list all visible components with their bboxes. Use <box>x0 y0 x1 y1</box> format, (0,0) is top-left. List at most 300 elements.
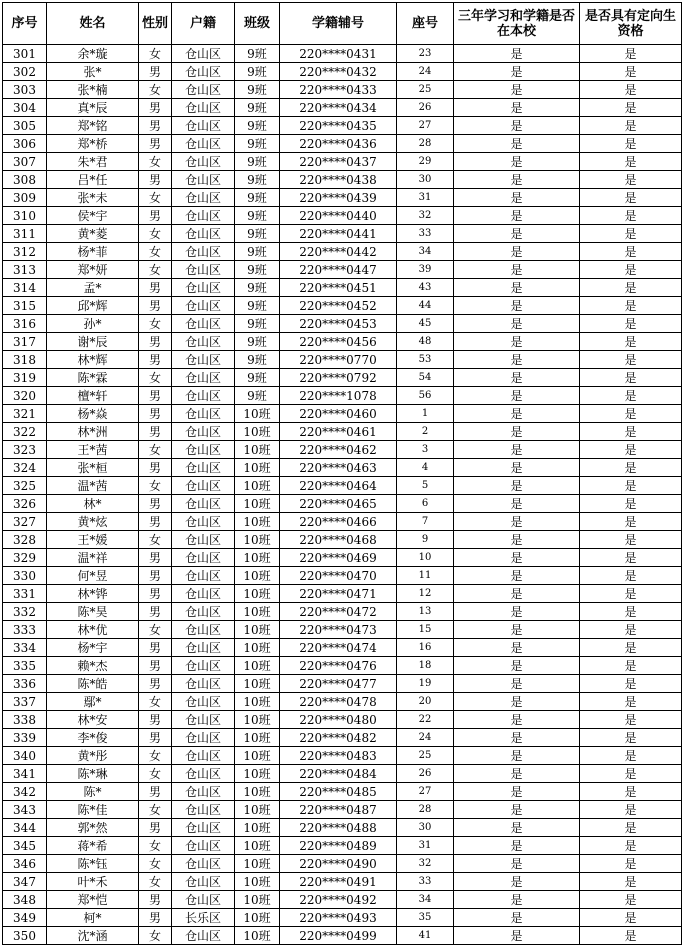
cell-qualified: 是 <box>580 405 682 423</box>
cell-index: 340 <box>3 747 47 765</box>
cell-qualified: 是 <box>580 585 682 603</box>
table-row <box>3 117 682 135</box>
cell-class: 10班 <box>235 693 280 711</box>
header-student-id: 学籍辅号 <box>280 3 397 45</box>
cell-seat: 1 <box>397 405 454 423</box>
cell-qualified: 是 <box>580 441 682 459</box>
header-index: 序号 <box>3 3 47 45</box>
cell-index: 311 <box>3 225 47 243</box>
cell-enrolled: 是 <box>454 801 580 819</box>
cell-class: 9班 <box>235 153 280 171</box>
cell-seat: 25 <box>397 747 454 765</box>
cell-household: 仓山区 <box>172 81 235 99</box>
cell-seat: 24 <box>397 729 454 747</box>
cell-student-id: 220****0487 <box>280 801 397 819</box>
cell-student-id: 220****0465 <box>280 495 397 513</box>
cell-qualified: 是 <box>580 279 682 297</box>
cell-name: 黄*菱 <box>47 225 139 243</box>
cell-index: 333 <box>3 621 47 639</box>
cell-student-id: 220****0464 <box>280 477 397 495</box>
cell-class: 10班 <box>235 801 280 819</box>
cell-student-id: 220****0473 <box>280 621 397 639</box>
table-row <box>3 171 682 189</box>
cell-gender: 女 <box>139 81 172 99</box>
cell-qualified: 是 <box>580 531 682 549</box>
cell-household: 仓山区 <box>172 171 235 189</box>
cell-seat: 23 <box>397 45 454 63</box>
cell-gender: 男 <box>139 351 172 369</box>
cell-gender: 女 <box>139 531 172 549</box>
cell-class: 10班 <box>235 477 280 495</box>
cell-household: 仓山区 <box>172 153 235 171</box>
table-row <box>3 225 682 243</box>
cell-enrolled: 是 <box>454 261 580 279</box>
cell-household: 仓山区 <box>172 783 235 801</box>
cell-household: 长乐区 <box>172 909 235 927</box>
cell-student-id: 220****0469 <box>280 549 397 567</box>
cell-qualified: 是 <box>580 657 682 675</box>
cell-student-id: 220****0440 <box>280 207 397 225</box>
cell-class: 9班 <box>235 333 280 351</box>
cell-gender: 男 <box>139 891 172 909</box>
cell-index: 310 <box>3 207 47 225</box>
header-qualified: 是否具有定向生资格 <box>580 3 682 45</box>
cell-index: 322 <box>3 423 47 441</box>
cell-student-id: 220****0491 <box>280 873 397 891</box>
cell-seat: 24 <box>397 63 454 81</box>
cell-index: 331 <box>3 585 47 603</box>
cell-index: 317 <box>3 333 47 351</box>
cell-household: 仓山区 <box>172 693 235 711</box>
cell-index: 330 <box>3 567 47 585</box>
cell-student-id: 220****0489 <box>280 837 397 855</box>
cell-gender: 女 <box>139 693 172 711</box>
cell-student-id: 220****0453 <box>280 315 397 333</box>
cell-enrolled: 是 <box>454 225 580 243</box>
cell-enrolled: 是 <box>454 531 580 549</box>
cell-qualified: 是 <box>580 873 682 891</box>
cell-enrolled: 是 <box>454 549 580 567</box>
cell-seat: 34 <box>397 243 454 261</box>
cell-index: 348 <box>3 891 47 909</box>
cell-household: 仓山区 <box>172 45 235 63</box>
cell-enrolled: 是 <box>454 423 580 441</box>
cell-student-id: 220****0447 <box>280 261 397 279</box>
cell-seat: 31 <box>397 189 454 207</box>
cell-gender: 男 <box>139 639 172 657</box>
cell-qualified: 是 <box>580 801 682 819</box>
cell-index: 305 <box>3 117 47 135</box>
cell-name: 孟* <box>47 279 139 297</box>
cell-gender: 男 <box>139 657 172 675</box>
cell-class: 10班 <box>235 747 280 765</box>
cell-enrolled: 是 <box>454 927 580 945</box>
cell-enrolled: 是 <box>454 189 580 207</box>
cell-index: 334 <box>3 639 47 657</box>
header-name: 姓名 <box>47 3 139 45</box>
table-row <box>3 405 682 423</box>
cell-student-id: 220****0436 <box>280 135 397 153</box>
cell-enrolled: 是 <box>454 765 580 783</box>
cell-name: 陈* <box>47 783 139 801</box>
cell-enrolled: 是 <box>454 279 580 297</box>
cell-index: 306 <box>3 135 47 153</box>
cell-household: 仓山区 <box>172 873 235 891</box>
table-row <box>3 621 682 639</box>
cell-name: 张*楠 <box>47 81 139 99</box>
cell-index: 337 <box>3 693 47 711</box>
cell-student-id: 220****0441 <box>280 225 397 243</box>
cell-index: 329 <box>3 549 47 567</box>
cell-index: 323 <box>3 441 47 459</box>
cell-name: 陈*霖 <box>47 369 139 387</box>
cell-class: 10班 <box>235 567 280 585</box>
cell-seat: 30 <box>397 171 454 189</box>
cell-class: 9班 <box>235 279 280 297</box>
cell-qualified: 是 <box>580 693 682 711</box>
cell-name: 郑*桥 <box>47 135 139 153</box>
cell-index: 314 <box>3 279 47 297</box>
cell-index: 345 <box>3 837 47 855</box>
cell-gender: 女 <box>139 855 172 873</box>
table-row <box>3 423 682 441</box>
cell-name: 杨*宇 <box>47 639 139 657</box>
cell-qualified: 是 <box>580 729 682 747</box>
cell-student-id: 220****0432 <box>280 63 397 81</box>
cell-index: 302 <box>3 63 47 81</box>
cell-index: 313 <box>3 261 47 279</box>
cell-name: 温*茜 <box>47 477 139 495</box>
cell-seat: 25 <box>397 81 454 99</box>
cell-qualified: 是 <box>580 891 682 909</box>
cell-qualified: 是 <box>580 315 682 333</box>
cell-qualified: 是 <box>580 765 682 783</box>
cell-qualified: 是 <box>580 225 682 243</box>
cell-gender: 男 <box>139 387 172 405</box>
cell-household: 仓山区 <box>172 585 235 603</box>
table-row <box>3 639 682 657</box>
cell-seat: 22 <box>397 711 454 729</box>
cell-gender: 女 <box>139 477 172 495</box>
cell-student-id: 220****0434 <box>280 99 397 117</box>
cell-index: 312 <box>3 243 47 261</box>
cell-student-id: 220****0493 <box>280 909 397 927</box>
cell-household: 仓山区 <box>172 837 235 855</box>
cell-qualified: 是 <box>580 351 682 369</box>
cell-enrolled: 是 <box>454 99 580 117</box>
cell-class: 10班 <box>235 819 280 837</box>
cell-student-id: 220****1078 <box>280 387 397 405</box>
table-row <box>3 567 682 585</box>
cell-household: 仓山区 <box>172 63 235 81</box>
cell-gender: 女 <box>139 765 172 783</box>
table-row <box>3 387 682 405</box>
table-row <box>3 819 682 837</box>
cell-gender: 女 <box>139 621 172 639</box>
cell-household: 仓山区 <box>172 207 235 225</box>
cell-enrolled: 是 <box>454 621 580 639</box>
cell-enrolled: 是 <box>454 567 580 585</box>
table-row <box>3 855 682 873</box>
cell-household: 仓山区 <box>172 135 235 153</box>
cell-gender: 女 <box>139 873 172 891</box>
cell-student-id: 220****0466 <box>280 513 397 531</box>
cell-qualified: 是 <box>580 819 682 837</box>
cell-seat: 29 <box>397 153 454 171</box>
cell-household: 仓山区 <box>172 279 235 297</box>
cell-household: 仓山区 <box>172 333 235 351</box>
cell-index: 342 <box>3 783 47 801</box>
table-row <box>3 207 682 225</box>
cell-seat: 27 <box>397 117 454 135</box>
cell-seat: 35 <box>397 909 454 927</box>
cell-qualified: 是 <box>580 675 682 693</box>
table-row <box>3 585 682 603</box>
cell-gender: 男 <box>139 783 172 801</box>
cell-name: 林*洲 <box>47 423 139 441</box>
cell-name: 黄*炫 <box>47 513 139 531</box>
cell-index: 325 <box>3 477 47 495</box>
cell-student-id: 220****0442 <box>280 243 397 261</box>
cell-qualified: 是 <box>580 297 682 315</box>
table-row <box>3 837 682 855</box>
cell-household: 仓山区 <box>172 567 235 585</box>
cell-seat: 28 <box>397 135 454 153</box>
cell-enrolled: 是 <box>454 675 580 693</box>
cell-name: 王*茜 <box>47 441 139 459</box>
cell-student-id: 220****0463 <box>280 459 397 477</box>
cell-household: 仓山区 <box>172 243 235 261</box>
cell-seat: 4 <box>397 459 454 477</box>
cell-student-id: 220****0474 <box>280 639 397 657</box>
cell-seat: 18 <box>397 657 454 675</box>
cell-student-id: 220****0490 <box>280 855 397 873</box>
cell-class: 9班 <box>235 81 280 99</box>
cell-seat: 7 <box>397 513 454 531</box>
cell-gender: 男 <box>139 495 172 513</box>
table-body <box>3 45 682 945</box>
header-seat: 座号 <box>397 3 454 45</box>
cell-seat: 41 <box>397 927 454 945</box>
cell-class: 10班 <box>235 423 280 441</box>
cell-index: 328 <box>3 531 47 549</box>
cell-qualified: 是 <box>580 45 682 63</box>
cell-seat: 34 <box>397 891 454 909</box>
cell-seat: 33 <box>397 225 454 243</box>
cell-household: 仓山区 <box>172 387 235 405</box>
cell-household: 仓山区 <box>172 477 235 495</box>
cell-name: 王*媛 <box>47 531 139 549</box>
table-row <box>3 459 682 477</box>
cell-qualified: 是 <box>580 495 682 513</box>
cell-name: 何*昱 <box>47 567 139 585</box>
cell-enrolled: 是 <box>454 459 580 477</box>
cell-index: 321 <box>3 405 47 423</box>
cell-student-id: 220****0452 <box>280 297 397 315</box>
cell-name: 张*未 <box>47 189 139 207</box>
table-row <box>3 315 682 333</box>
cell-student-id: 220****0456 <box>280 333 397 351</box>
cell-index: 303 <box>3 81 47 99</box>
cell-index: 308 <box>3 171 47 189</box>
cell-name: 李*俊 <box>47 729 139 747</box>
cell-seat: 33 <box>397 873 454 891</box>
cell-qualified: 是 <box>580 333 682 351</box>
cell-seat: 26 <box>397 765 454 783</box>
cell-gender: 男 <box>139 279 172 297</box>
cell-index: 316 <box>3 315 47 333</box>
cell-name: 鄢* <box>47 693 139 711</box>
cell-enrolled: 是 <box>454 369 580 387</box>
cell-qualified: 是 <box>580 99 682 117</box>
cell-seat: 2 <box>397 423 454 441</box>
cell-index: 301 <box>3 45 47 63</box>
cell-qualified: 是 <box>580 837 682 855</box>
cell-qualified: 是 <box>580 153 682 171</box>
cell-seat: 13 <box>397 603 454 621</box>
cell-name: 陈*皓 <box>47 675 139 693</box>
table-row <box>3 513 682 531</box>
cell-class: 10班 <box>235 909 280 927</box>
cell-class: 9班 <box>235 117 280 135</box>
cell-class: 10班 <box>235 405 280 423</box>
table-row <box>3 135 682 153</box>
cell-seat: 48 <box>397 333 454 351</box>
cell-qualified: 是 <box>580 369 682 387</box>
cell-enrolled: 是 <box>454 405 580 423</box>
table-row <box>3 693 682 711</box>
cell-student-id: 220****0484 <box>280 765 397 783</box>
cell-student-id: 220****0435 <box>280 117 397 135</box>
cell-gender: 女 <box>139 747 172 765</box>
cell-gender: 男 <box>139 819 172 837</box>
cell-index: 347 <box>3 873 47 891</box>
cell-gender: 男 <box>139 585 172 603</box>
cell-index: 346 <box>3 855 47 873</box>
cell-household: 仓山区 <box>172 459 235 477</box>
cell-class: 10班 <box>235 891 280 909</box>
cell-household: 仓山区 <box>172 297 235 315</box>
cell-seat: 30 <box>397 819 454 837</box>
cell-index: 349 <box>3 909 47 927</box>
cell-seat: 44 <box>397 297 454 315</box>
cell-student-id: 220****0485 <box>280 783 397 801</box>
cell-household: 仓山区 <box>172 621 235 639</box>
cell-household: 仓山区 <box>172 729 235 747</box>
cell-seat: 26 <box>397 99 454 117</box>
cell-class: 9班 <box>235 243 280 261</box>
cell-seat: 39 <box>397 261 454 279</box>
cell-index: 324 <box>3 459 47 477</box>
cell-class: 10班 <box>235 459 280 477</box>
cell-enrolled: 是 <box>454 693 580 711</box>
cell-gender: 男 <box>139 675 172 693</box>
cell-enrolled: 是 <box>454 495 580 513</box>
cell-gender: 男 <box>139 207 172 225</box>
cell-gender: 男 <box>139 297 172 315</box>
cell-name: 郑*恺 <box>47 891 139 909</box>
cell-gender: 男 <box>139 423 172 441</box>
cell-index: 343 <box>3 801 47 819</box>
cell-class: 10班 <box>235 657 280 675</box>
cell-qualified: 是 <box>580 909 682 927</box>
cell-class: 10班 <box>235 495 280 513</box>
cell-household: 仓山区 <box>172 675 235 693</box>
cell-class: 10班 <box>235 639 280 657</box>
cell-student-id: 220****0439 <box>280 189 397 207</box>
cell-name: 吕*任 <box>47 171 139 189</box>
cell-gender: 男 <box>139 405 172 423</box>
cell-gender: 女 <box>139 801 172 819</box>
table-row <box>3 765 682 783</box>
cell-name: 柯* <box>47 909 139 927</box>
cell-index: 318 <box>3 351 47 369</box>
cell-seat: 32 <box>397 855 454 873</box>
cell-qualified: 是 <box>580 855 682 873</box>
cell-class: 10班 <box>235 783 280 801</box>
cell-enrolled: 是 <box>454 171 580 189</box>
cell-student-id: 220****0460 <box>280 405 397 423</box>
cell-name: 郑*妍 <box>47 261 139 279</box>
cell-enrolled: 是 <box>454 855 580 873</box>
student-roster-table <box>2 2 682 945</box>
cell-seat: 31 <box>397 837 454 855</box>
cell-class: 9班 <box>235 171 280 189</box>
cell-student-id: 220****0792 <box>280 369 397 387</box>
cell-enrolled: 是 <box>454 783 580 801</box>
cell-class: 9班 <box>235 135 280 153</box>
cell-name: 林*辉 <box>47 351 139 369</box>
cell-enrolled: 是 <box>454 837 580 855</box>
cell-qualified: 是 <box>580 81 682 99</box>
table-row <box>3 45 682 63</box>
cell-student-id: 220****0492 <box>280 891 397 909</box>
table-row <box>3 477 682 495</box>
cell-seat: 11 <box>397 567 454 585</box>
cell-seat: 28 <box>397 801 454 819</box>
cell-enrolled: 是 <box>454 441 580 459</box>
cell-qualified: 是 <box>580 603 682 621</box>
cell-class: 10班 <box>235 927 280 945</box>
cell-gender: 女 <box>139 243 172 261</box>
table-row <box>3 99 682 117</box>
cell-student-id: 220****0478 <box>280 693 397 711</box>
cell-name: 林*优 <box>47 621 139 639</box>
cell-class: 10班 <box>235 711 280 729</box>
table-row <box>3 783 682 801</box>
cell-seat: 10 <box>397 549 454 567</box>
cell-student-id: 220****0477 <box>280 675 397 693</box>
cell-class: 9班 <box>235 45 280 63</box>
cell-name: 朱*君 <box>47 153 139 171</box>
table-row <box>3 261 682 279</box>
cell-household: 仓山区 <box>172 657 235 675</box>
table-row <box>3 729 682 747</box>
cell-household: 仓山区 <box>172 531 235 549</box>
cell-qualified: 是 <box>580 639 682 657</box>
cell-name: 孙* <box>47 315 139 333</box>
cell-name: 邱*辉 <box>47 297 139 315</box>
cell-enrolled: 是 <box>454 81 580 99</box>
cell-gender: 男 <box>139 603 172 621</box>
table-row <box>3 297 682 315</box>
cell-gender: 男 <box>139 117 172 135</box>
cell-household: 仓山区 <box>172 639 235 657</box>
table-header <box>3 3 682 45</box>
cell-name: 黄*彤 <box>47 747 139 765</box>
cell-seat: 56 <box>397 387 454 405</box>
cell-seat: 12 <box>397 585 454 603</box>
